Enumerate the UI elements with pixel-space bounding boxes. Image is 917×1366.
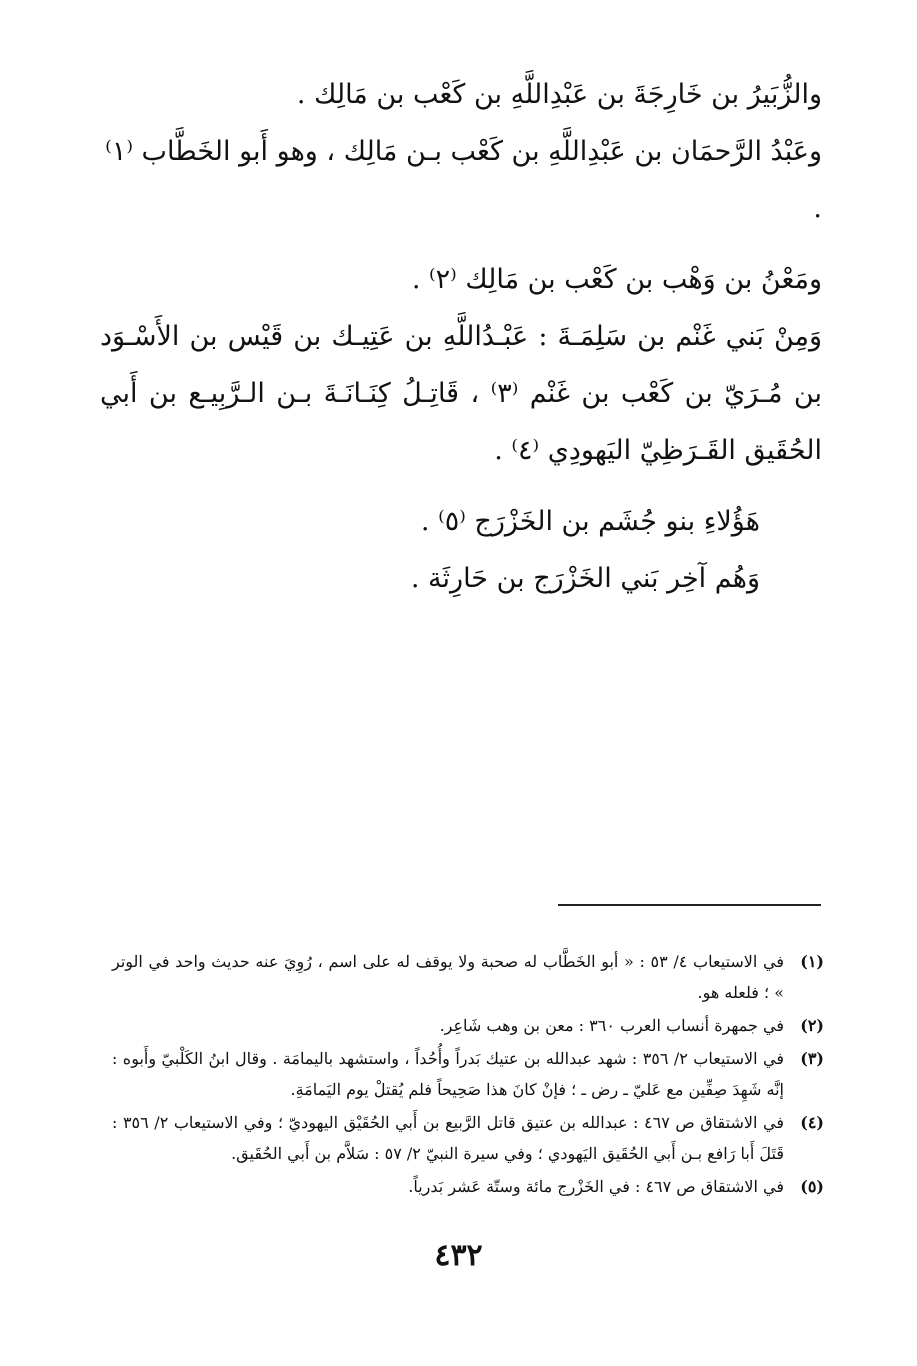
footnotes	[112, 946, 824, 1204]
paragraph-bani-ghanm: وَمِنْ بَني غَنْم بن سَلِمَـةَ : عَبْـدُاللَّهِ بن عَتِيـك بن قَيْس بن الأَسْـوَد بن مُـرَيّ بن كَعْب بن غَنْم ⁽٣⁾ ، قَاتِـلُ كِنَـانَـةَ بـن الـرَّبِيـع بن أَبي الحُقَيق القَـرَظِيّ اليَهودِي ⁽٤⁾ .	[100, 321, 822, 466]
footnote	[112, 1107, 824, 1169]
footnote	[112, 1010, 824, 1041]
main-text	[100, 66, 822, 607]
footnote-text: في جمهرة أنساب العرب ٣٦٠ : معن بن وهب شَاعِر.	[439, 1016, 784, 1035]
footnote	[112, 1043, 824, 1105]
footnote-text: في الاستيعاب ٤/ ٥٣ : « أبو الخَطَّاب له صحبة ولا يوقف له على اسم ، رُوِيَ عنه حديث واحد في الوتر » ؛ فلعله هو.	[112, 952, 784, 1002]
footnote-number: (٥)	[800, 1177, 824, 1196]
footnote-divider	[558, 904, 821, 906]
footnote-number: (١)	[800, 952, 824, 971]
footnote-text: في الاشتقاق ص ٤٦٧ : عبدالله بن عتيق قاتل الرَّبيع بن أَبي الحُقَيْق اليهوديّ ؛ وفي الاستيعاب ٢/ ٣٥٦ : قَتَلَ أَبا رَافع بـن أَبي الحُقَيق اليَهودي ؛ وفي سيرة النبيّ ٢/ ٥٧ : سَلاَّم بن أَبي الحُقَيق.	[112, 1113, 784, 1163]
footnote-text: في الاستيعاب ٢/ ٣٥٦ : شهد عبدالله بن عتيك بَدراً وأُحُداً ، واستشهد باليمامَة . وقال ابنُ الكَلْبيّ وأَبوه : إنَّه شَهِدَ صِفِّين مع عَليّ ـ رض ـ ؛ فإنْ كانَ هذا صَحِيحاً فلم يُقتلْ يوم اليَمامَةِ.	[112, 1049, 784, 1099]
footnote-number: (٢)	[800, 1016, 824, 1035]
paragraph-zubayr: والزُّبَيرُ بن خَارِجَةَ بن عَبْدِاللَّهِ بن كَعْب بن مَالِك .	[296, 79, 822, 110]
footnote	[112, 946, 824, 1008]
paragraph-abd-al-rahman: وعَبْدُ الرَّحمَان بن عَبْدِاللَّهِ بن كَعْب بـن مَالِك ، وهو أَبو الخَطَّاب ⁽١⁾ .	[105, 136, 822, 224]
footnote	[112, 1171, 824, 1202]
page-number: ٤٣٢	[434, 1238, 483, 1273]
paragraph-maan: ومَعْنُ بن وَهْب بن كَعْب بن مَالِك ⁽٢⁾ .	[411, 264, 822, 295]
footnote-number: (٣)	[800, 1049, 824, 1068]
footnote-text: في الاشتقاق ص ٤٦٧ : في الخَزْرج مائة وستّة عَشر بَدرياً.	[408, 1177, 784, 1196]
paragraph-akhir-khazraj: وَهُم آخِر بَني الخَزْرَج بن حَارِثَة .	[410, 563, 760, 594]
paragraph-bani-jusham: هَؤُلاءِ بنو جُشَم بن الخَزْرَج ⁽٥⁾ .	[420, 506, 760, 537]
footnote-number: (٤)	[800, 1113, 824, 1132]
